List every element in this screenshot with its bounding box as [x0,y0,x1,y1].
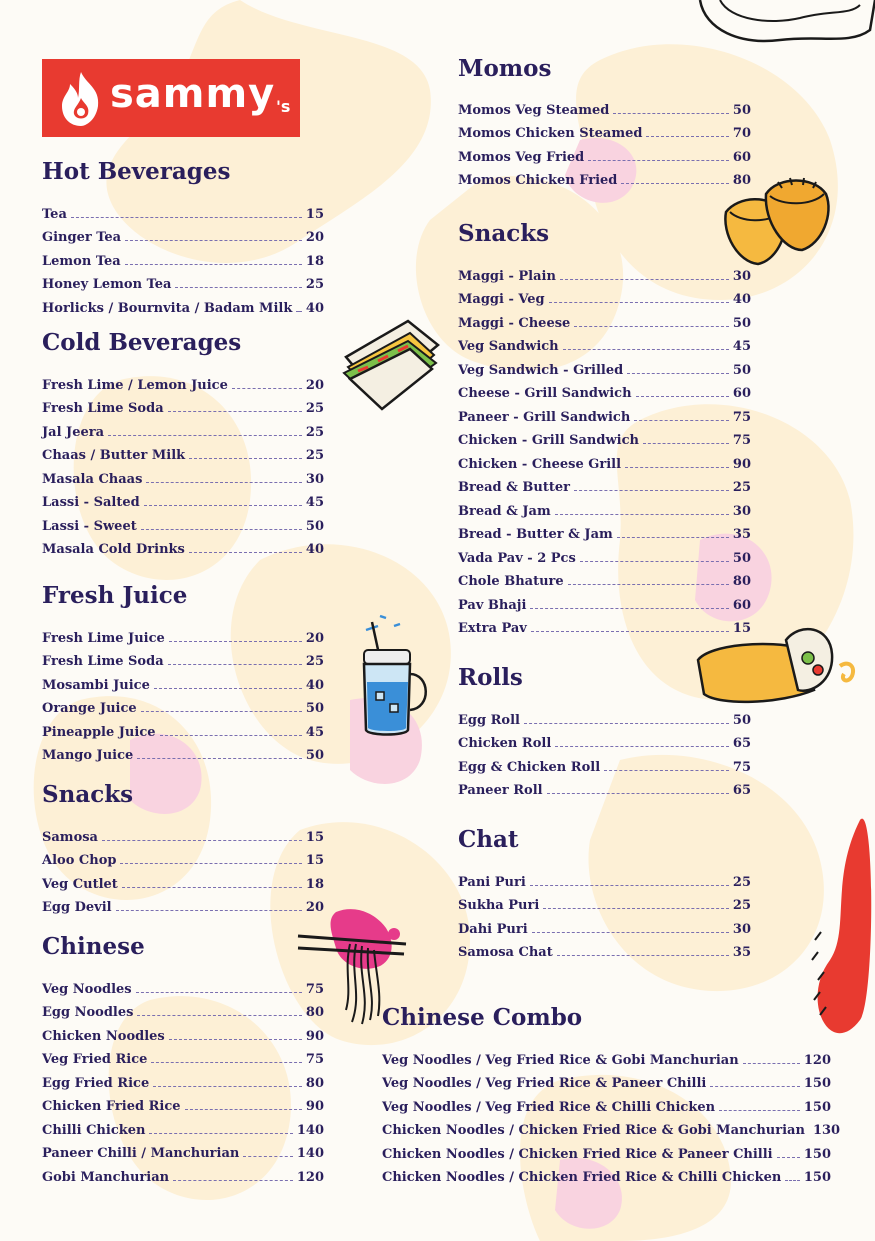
menu-item-list [42,198,324,316]
menu-item [42,487,324,511]
menu-item-name: Lemon Tea [42,253,121,269]
menu-item-name: Lassi - Salted [42,495,140,510]
menu-item-price: 130 [812,1123,841,1138]
menu-item [42,198,324,222]
menu-item [42,1161,324,1185]
menu-item-name: Veg Noodles [42,981,132,997]
dotted-leader [173,1179,293,1181]
menu-item [458,354,751,378]
dotted-leader [588,159,729,161]
menu-item-price: 40 [305,542,324,557]
menu-item-name: Egg & Chicken Roll [458,759,601,775]
brand-logo [42,59,300,137]
dotted-leader [547,792,729,794]
dotted-leader [560,278,729,280]
dotted-leader [710,1085,799,1087]
section-fresh-juice [42,580,324,763]
menu-item-name: Bread & Butter [458,480,570,495]
menu-item [458,472,751,496]
menu-item-price: 80 [732,574,751,589]
menu-item [458,448,751,472]
menu-item [382,1162,831,1186]
dotted-leader [777,1156,800,1158]
menu-item-price: 50 [732,550,751,566]
dotted-leader [580,560,729,562]
section-snacks-left [42,779,324,915]
menu-item-name: Chicken Noodles / Chicken Fried Rice & Chilli Chicken [382,1170,782,1185]
menu-item [42,646,324,670]
menu-item-price: 45 [305,495,324,510]
menu-item-price: 35 [732,527,751,542]
menu-item-name: Egg Devil [42,900,112,915]
menu-item [458,519,751,543]
dotted-leader [149,1132,292,1134]
menu-item-price: 20 [305,377,324,393]
menu-item-list [42,821,324,915]
menu-item-name: Egg Noodles [42,1005,134,1020]
menu-item [382,1115,841,1139]
menu-item [458,141,751,165]
menu-item-price: 140 [296,1122,324,1138]
menu-item-name: Samosa Chat [458,945,553,960]
menu-item-name: Ginger Tea [42,230,122,245]
dotted-leader [625,466,729,468]
menu-item-name: Bread & Jam [458,503,551,519]
menu-item-name: Maggi - Cheese [458,315,571,331]
dotted-leader [634,419,729,421]
dotted-leader [153,1085,302,1087]
menu-item-price: 25 [305,654,324,669]
menu-item [42,669,324,693]
menu-item [458,866,751,890]
menu-item [458,751,751,775]
menu-item [42,369,324,393]
menu-item-name: Aloo Chop [42,853,117,868]
dotted-leader [613,112,729,114]
menu-item [458,728,751,752]
menu-item-list [458,704,751,798]
section-title: Chinese Combo [382,1004,583,1031]
section-chinese [42,931,324,1185]
menu-item-price: 50 [732,712,751,728]
menu-item-name: Chicken Fried Rice [42,1099,181,1114]
menu-item-name: Extra Pav [458,621,527,636]
menu-item [42,740,324,764]
dotted-leader [120,862,301,864]
section-title: Snacks [458,220,550,247]
dotted-leader [175,286,301,288]
menu-item-name: Pani Puri [458,874,526,890]
menu-item-price: 120 [803,1052,831,1068]
dotted-leader [621,182,729,184]
menu-item-name: Jal Jeera [42,424,105,440]
dotted-leader [189,551,302,553]
menu-item-price: 25 [732,480,751,495]
dotted-leader [785,1179,800,1181]
menu-item-name: Samosa [42,829,98,845]
dotted-leader [555,745,729,747]
menu-item-name: Fresh Lime Soda [42,654,164,669]
menu-item-price: 30 [732,268,751,284]
menu-item-price: 20 [305,230,324,245]
brand-suffix: 's [276,97,291,116]
menu-item [458,284,751,308]
menu-item [42,1138,324,1162]
dotted-leader [543,907,729,909]
menu-item-list [382,1044,841,1185]
menu-item-price: 20 [305,630,324,646]
menu-item-price: 45 [305,724,324,740]
menu-item [42,440,324,464]
menu-item [42,245,324,269]
dotted-leader [189,457,302,459]
menu-item-price: 25 [305,277,324,292]
section-title: Chat [458,826,519,853]
menu-item-price: 80 [732,173,751,188]
menu-item [42,973,324,997]
section-hot-beverages [42,156,324,316]
menu-item [458,913,751,937]
menu-item-name: Momos Veg Steamed [458,102,610,118]
menu-item-name: Veg Noodles / Veg Fried Rice & Gobi Manchurian [382,1052,739,1068]
menu-item-price: 50 [305,518,324,534]
dotted-leader [557,954,729,956]
menu-item [458,589,751,613]
menu-item [42,997,324,1021]
menu-item-name: Honey Lemon Tea [42,277,172,292]
dotted-leader [530,884,729,886]
menu-item [42,892,324,916]
menu-item [42,292,324,316]
menu-item [382,1091,831,1115]
menu-item-name: Veg Fried Rice [42,1052,148,1067]
menu-item-price: 150 [803,1076,831,1091]
section-snacks-right [458,218,751,636]
menu-item-name: Pineapple Juice [42,724,156,740]
menu-item-name: Chole Bhature [458,574,564,589]
section-chinese-combo [382,1002,841,1185]
menu-item [458,94,751,118]
menu-item-name: Momos Chicken Fried [458,173,618,188]
menu-item [42,868,324,892]
menu-item [42,716,324,740]
dotted-leader [643,442,729,444]
menu-item [42,1020,324,1044]
menu-item [42,416,324,440]
dotted-leader [568,583,729,585]
menu-item-name: Chaas / Butter Milk [42,448,186,463]
section-title: Chinese [42,933,145,960]
menu-item-price: 120 [296,1169,324,1185]
dotted-leader [646,135,728,137]
menu-item-name: Fresh Lime / Lemon Juice [42,377,228,393]
dotted-leader [154,687,302,689]
menu-item [42,269,324,293]
brand-name: sammy [110,71,276,117]
menu-item-list [42,369,324,557]
menu-item-name: Mango Juice [42,748,134,763]
menu-item [458,704,751,728]
menu-item [458,890,751,914]
menu-item-price: 80 [305,1005,324,1020]
dotted-leader [137,757,302,759]
menu-item-name: Egg Roll [458,712,520,728]
juice-jar-icon [350,612,440,740]
menu-item [42,693,324,717]
menu-item-price: 30 [732,921,751,937]
menu-item-price: 30 [732,503,751,519]
menu-item-name: Masala Chaas [42,471,143,487]
dotted-leader [141,710,302,712]
menu-item-price: 90 [305,1099,324,1114]
menu-item-price: 40 [305,677,324,693]
menu-item-name: Bread - Butter & Jam [458,527,613,542]
menu-item [42,845,324,869]
menu-item-price: 50 [732,102,751,118]
menu-item [42,821,324,845]
dotted-leader [125,239,302,241]
dotted-leader [116,909,302,911]
menu-item-list [458,94,751,188]
menu-item-name: Lassi - Sweet [42,518,137,534]
menu-item [458,425,751,449]
menu-item [458,118,751,142]
menu-item-price: 75 [305,1052,324,1067]
menu-item [42,222,324,246]
menu-item-price: 65 [732,736,751,751]
menu-item-name: Chicken Roll [458,736,552,751]
dotted-leader [574,489,729,491]
menu-item [458,331,751,355]
menu-item-name: Chicken Noodles / Chicken Fried Rice & Paneer Chilli [382,1146,773,1162]
section-title: Snacks [42,781,134,808]
menu-item-price: 50 [305,748,324,763]
dotted-leader [185,1108,302,1110]
menu-item-name: Sukha Puri [458,898,540,913]
menu-item-price: 75 [732,759,751,775]
dotted-leader [168,410,302,412]
menu-item-name: Cheese - Grill Sandwich [458,386,632,401]
menu-item-price: 90 [732,456,751,472]
dotted-leader [530,607,728,609]
dotted-leader [531,630,729,632]
menu-item-list [458,260,751,636]
menu-item [382,1068,831,1092]
dotted-leader [604,769,729,771]
menu-item [458,260,751,284]
menu-item-price: 30 [305,471,324,487]
menu-item-name: Pav Bhaji [458,597,527,613]
menu-item-name: Mosambi Juice [42,677,150,693]
menu-item [458,165,751,189]
menu-item-price: 60 [732,597,751,613]
dotted-leader [555,513,729,515]
menu-item [458,495,751,519]
menu-item-price: 150 [803,1099,831,1115]
dotted-leader [151,1061,302,1063]
menu-item-name: Momos Veg Fried [458,149,585,165]
menu-item [458,775,751,799]
menu-item-name: Fresh Lime Soda [42,401,164,416]
dotted-leader [136,991,302,993]
section-momos [458,53,751,188]
menu-item-name: Orange Juice [42,701,137,716]
dotted-leader [168,663,302,665]
dotted-leader [71,216,302,218]
dotted-leader [627,372,729,374]
dotted-leader [532,931,729,933]
menu-item-name: Gobi Manchurian [42,1169,170,1185]
menu-item-price: 50 [305,701,324,716]
menu-item-price: 80 [305,1075,324,1091]
menu-item [382,1044,831,1068]
section-cold-beverages [42,327,324,557]
menu-item-price: 18 [305,876,324,892]
menu-item-name: Paneer Roll [458,783,543,798]
menu-item-name: Veg Sandwich [458,339,559,354]
menu-item-price: 65 [732,783,751,798]
section-chat [458,824,751,960]
dotted-leader [146,481,301,483]
menu-item [458,401,751,425]
section-rolls [458,662,751,798]
menu-item-name: Tea [42,206,67,222]
menu-item-price: 35 [732,945,751,960]
section-title: Hot Beverages [42,158,231,185]
menu-item-price: 150 [803,1170,831,1185]
menu-item [382,1138,831,1162]
menu-item [42,1091,324,1115]
section-title: Fresh Juice [42,582,188,609]
menu-item-name: Maggi - Plain [458,268,556,284]
menu-item-name: Veg Cutlet [42,876,118,892]
menu-item-price: 25 [732,898,751,913]
menu-item-name: Momos Chicken Steamed [458,126,643,141]
dotted-leader [549,301,729,303]
menu-item-name: Vada Pav - 2 Pcs [458,550,576,566]
menu-item-name: Chicken - Cheese Grill [458,456,622,472]
menu-item-name: Chicken Noodles / Chicken Fried Rice & Gobi Manchurian [382,1123,805,1138]
menu-item-price: 45 [732,339,751,354]
dotted-leader [636,395,729,397]
section-title: Cold Beverages [42,329,242,356]
menu-item-price: 40 [732,292,751,307]
menu-item-price: 60 [732,386,751,401]
menu-item-name: Egg Fried Rice [42,1075,150,1091]
dotted-leader [563,348,729,350]
menu-item-price: 40 [305,300,324,316]
menu-item [458,378,751,402]
menu-item-price: 70 [732,126,751,141]
dotted-leader [169,1038,302,1040]
menu-item-price: 20 [305,900,324,915]
menu-item-price: 75 [732,409,751,425]
dotted-leader [122,886,302,888]
dotted-leader [144,504,302,506]
section-title: Rolls [458,664,523,691]
menu-item [42,1044,324,1068]
menu-item-name: Veg Sandwich - Grilled [458,362,624,378]
menu-item-price: 140 [296,1146,324,1161]
menu-item-name: Fresh Lime Juice [42,630,165,646]
menu-item [42,510,324,534]
menu-item-price: 25 [305,424,324,440]
menu-item-name: Chicken - Grill Sandwich [458,433,639,448]
menu-item-name: Paneer Chilli / Manchurian [42,1146,240,1161]
menu-item-price: 50 [732,362,751,378]
menu-item-price: 18 [305,253,324,269]
menu-item-name: Masala Cold Drinks [42,542,185,557]
menu-item-list [42,973,324,1185]
menu-item-list [458,866,751,960]
menu-item [42,463,324,487]
dotted-leader [141,528,302,530]
menu-item-price: 15 [305,853,324,868]
menu-item-name: Chicken Noodles [42,1028,165,1044]
menu-item-price: 75 [305,981,324,997]
menu-item [458,937,751,961]
dotted-leader [524,722,729,724]
menu-item [42,622,324,646]
menu-item [42,1114,324,1138]
menu-item-name: Dahi Puri [458,921,528,937]
menu-item-price: 15 [305,829,324,845]
dotted-leader [719,1109,800,1111]
menu-item [42,1067,324,1091]
menu-item [42,534,324,558]
dotted-leader [296,310,302,312]
menu-item-price: 15 [732,621,751,636]
section-title: Momos [458,55,552,82]
dotted-leader [243,1155,293,1157]
menu-item-price: 90 [305,1028,324,1044]
menu-item-price: 60 [732,149,751,165]
menu-item-list [42,622,324,763]
menu-item [458,566,751,590]
menu-item-name: Paneer - Grill Sandwich [458,409,631,425]
menu-item-price: 50 [732,315,751,331]
menu-item [42,393,324,417]
dotted-leader [137,1014,301,1016]
menu-item-name: Veg Noodles / Veg Fried Rice & Paneer Chilli [382,1076,707,1091]
menu-item-price: 75 [732,433,751,448]
dotted-leader [169,640,302,642]
sandwich-icon [338,315,446,413]
dotted-leader [574,325,729,327]
menu-item [458,542,751,566]
menu-item [458,307,751,331]
dotted-leader [743,1062,800,1064]
flame-icon [56,68,106,128]
menu-item-name: Horlicks / Bournvita / Badam Milk [42,300,293,316]
menu-item-price: 25 [305,401,324,416]
dotted-leader [125,263,302,265]
menu-item-name: Chilli Chicken [42,1122,146,1138]
menu-item-name: Veg Noodles / Veg Fried Rice & Chilli Chicken [382,1099,716,1115]
dotted-leader [102,839,302,841]
menu-item-price: 25 [305,448,324,463]
menu-item-price: 25 [732,874,751,890]
menu-item [458,613,751,637]
dotted-leader [160,734,302,736]
menu-item-price: 150 [803,1146,831,1162]
menu-item-name: Maggi - Veg [458,292,545,307]
menu-item-price: 15 [305,206,324,222]
dotted-leader [108,434,302,436]
dotted-leader [617,536,729,538]
dotted-leader [232,387,302,389]
